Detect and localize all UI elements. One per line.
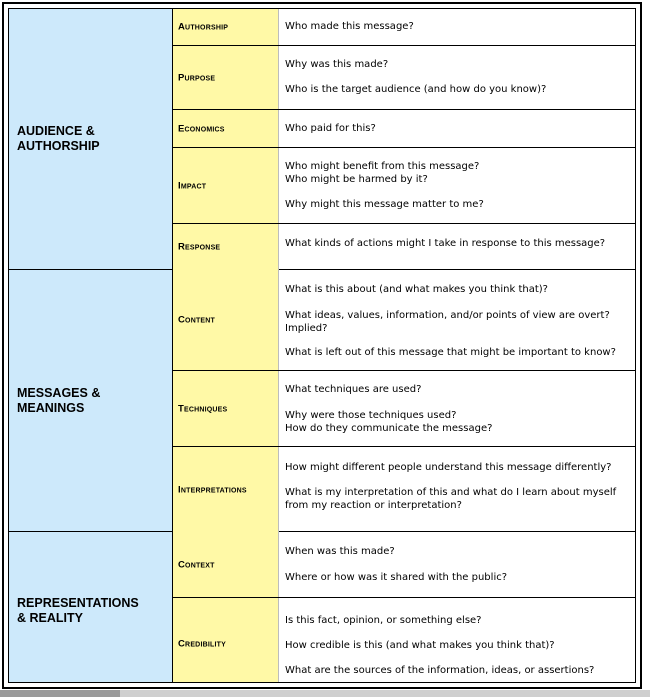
- section-label: [9, 9, 173, 269]
- table-row: [173, 224, 636, 270]
- section-label-text: MESSAGES & MEANINGS: [17, 385, 101, 415]
- category-cell: [173, 148, 279, 223]
- category-purpose: Purpose: [178, 72, 216, 83]
- category-credibility: Credibility: [178, 638, 226, 650]
- category-content: Content: [178, 314, 216, 326]
- table-row: [173, 148, 636, 224]
- question-text: What are the sources of the information, ideas, or assertions?: [285, 665, 595, 676]
- category-response: Response: [178, 241, 221, 253]
- category-cell: [173, 447, 279, 532]
- category-cell: [173, 110, 279, 147]
- table-row: [173, 9, 636, 46]
- category-authorship: Authorship: [178, 21, 229, 33]
- question-text: What is left out of this message that might be important to know?: [285, 347, 616, 358]
- question-text: How credible is this (and what makes you think that)?: [285, 640, 555, 651]
- category-economics: Economics: [178, 123, 225, 134]
- question-text: What is this about (and what makes you think that)?: [285, 284, 548, 295]
- question-text: Why might this message matter to me?: [285, 199, 484, 210]
- category-cell: [173, 46, 279, 109]
- category-cell: [173, 532, 279, 597]
- category-cell: [173, 598, 279, 683]
- question-text: Why were those techniques used? How do they communicate the message?: [285, 410, 493, 434]
- question-text: When was this made?: [285, 546, 395, 557]
- table-row: [173, 110, 636, 148]
- question-text: Why was this made?: [285, 59, 389, 70]
- category-impact: Impact: [178, 180, 207, 191]
- category-techniques: Techniques: [178, 403, 228, 414]
- question-text: Who paid for this?: [285, 123, 376, 134]
- question-text: What kinds of actions might I take in response to this message?: [285, 238, 606, 249]
- question-text: Who made this message?: [285, 21, 414, 32]
- section-messages-meanings: [9, 270, 636, 532]
- section-label-text: AUDIENCE & AUTHORSHIP: [17, 124, 100, 153]
- category-context: Context: [178, 559, 215, 570]
- category-cell: [173, 270, 279, 370]
- scrollbar-thumb[interactable]: [0, 690, 120, 697]
- question-text: Is this fact, opinion, or something else?: [285, 615, 482, 626]
- section-representations-reality: [9, 532, 636, 683]
- question-text: What ideas, values, information, and/or points of view are overt? Implied?: [285, 310, 610, 334]
- table-row: [173, 46, 636, 110]
- table-row: [173, 598, 636, 683]
- category-cell: [173, 9, 279, 45]
- category-interpretations: Interpretations: [178, 484, 247, 495]
- table-row: [173, 270, 636, 371]
- category-cell: [173, 371, 279, 446]
- table-row: [173, 371, 636, 447]
- question-text: What is my interpretation of this and what do I learn about myself from my reaction or interpretation?: [285, 487, 617, 511]
- table-row: [173, 447, 636, 532]
- question-text: Who is the target audience (and how do you know)?: [285, 84, 547, 95]
- horizontal-scrollbar[interactable]: [0, 690, 650, 697]
- table-frame: [2, 2, 642, 689]
- section-label: [9, 270, 173, 531]
- question-text: Who might benefit from this message? Who might be harmed by it?: [285, 161, 480, 185]
- table-row: [173, 532, 636, 598]
- section-label: [9, 532, 173, 683]
- media-literacy-table: [8, 8, 636, 683]
- question-text: Where or how was it shared with the public?: [285, 572, 508, 583]
- category-cell: [173, 224, 279, 270]
- section-audience-authorship: [9, 9, 636, 270]
- question-text: How might different people understand this message differently?: [285, 462, 612, 473]
- section-label-text: REPRESENTATIONS & REALITY: [17, 596, 139, 625]
- question-text: What techniques are used?: [285, 384, 422, 395]
